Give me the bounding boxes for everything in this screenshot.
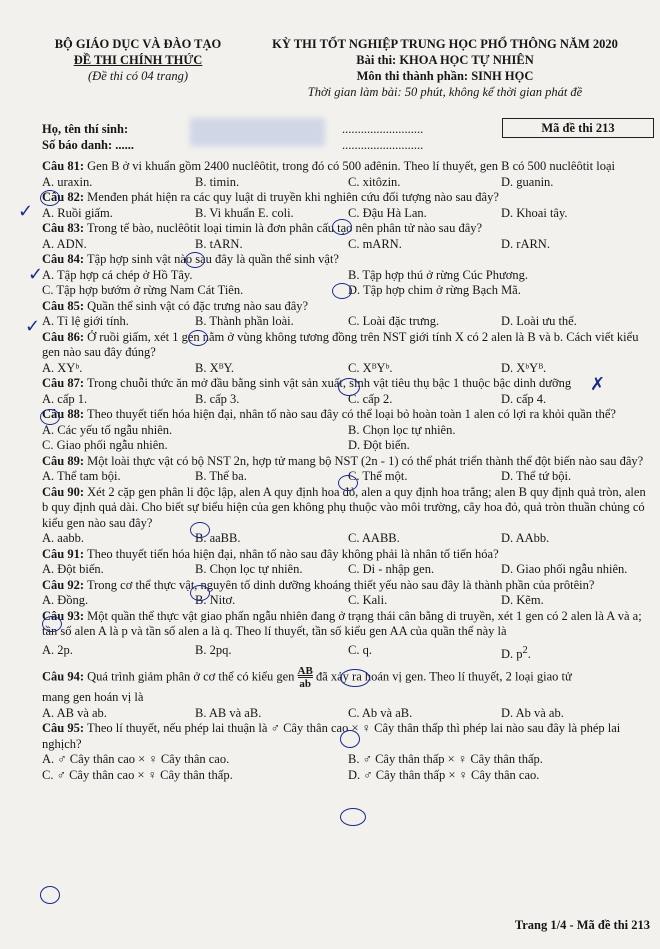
name-dots: ..........................	[342, 122, 424, 136]
option-b[interactable]: B. 2pq.	[195, 642, 232, 657]
option-c[interactable]: C. Kali.	[348, 593, 388, 607]
question-90: Câu 90: Xét 2 cặp gen phân li độc lập, alen A quy định hoa đỏ, alen a quy định hoa trắng; alen B quy định quả tròn, alen b quy định quả dài. Cho biết sự biểu hiện của gen không phụ thuộc vào môi trường, cây hoa đỏ, quả tròn thuần chủng có kiểu gen nào sau đây? A. aabb. B. aaBB. C. AABB. D. AAbb.	[42, 485, 654, 547]
id-dots: ..........................	[342, 138, 424, 152]
redacted-name	[190, 118, 325, 146]
id-label: Số báo danh: ......	[42, 138, 135, 152]
option-b[interactable]: B. Thành phần loài.	[195, 314, 294, 328]
option-b[interactable]: B. cấp 3.	[195, 391, 240, 406]
option-a[interactable]: A. ♂ Cây thân cao × ♀ Cây thân cao.	[42, 752, 230, 767]
question-85: Câu 85: Quần thể sinh vật có đặc trưng nào sau đây? A. Tỉ lệ giới tính. B. Thành phần loài. C. Loài đặc trưng. D. Loài ưu thế.	[42, 299, 654, 330]
exam-code-box: Mã đề thi 213	[502, 118, 654, 138]
question-87: Câu 87: Trong chuỗi thức ăn mở đầu bằng sinh vật sản xuất, sinh vật tiêu thụ bậc 1 thuộc bậc dinh dưỡng A. cấp 1. B. cấp 3. C. cấp 2. D. cấp 4.	[42, 376, 654, 407]
option-d[interactable]: D. Tập hợp chim ở rừng Bạch Mã.	[348, 283, 521, 297]
option-c[interactable]: C. Di - nhập gen.	[348, 562, 435, 576]
answer-circle	[340, 808, 366, 826]
question-89: Câu 89: Một loài thực vật có bộ NST 2n, hợp tử mang bộ NST (2n - 1) có thể phát triển thành thể đột biến nào sau đây? A. Thể tam bội. B. Thể ba. C. Thể một. D. Thể tứ bội.	[42, 454, 654, 485]
cross-icon: ✗	[590, 374, 606, 395]
option-a[interactable]: A. aabb.	[42, 531, 84, 545]
question-93: Câu 93: Một quần thể thực vật giao phấn ngẫu nhiên đang ở trạng thái cân bằng di truyền, xét 1 gen có 2 alen là A và a; tần số alen A là p và tần số alen a là q. Theo lí thuyết, tần số kiểu gen AA của quần thể này là A. 2p. B. 2pq. C. q. D. $p^2$.	[42, 609, 654, 663]
option-b[interactable]: B. XᴮY.	[195, 360, 234, 375]
option-d[interactable]: D. Thể tứ bội.	[501, 469, 572, 483]
checkmark-icon: ✓	[18, 201, 34, 222]
question-95: Câu 95: Theo lí thuyết, nếu phép lai thuận là ♂ Cây thân cao × ♀ Cây thân thấp thì phép lai nào sau đây là phép lai nghịch? A. ♂ Cây thân cao × ♀ Cây thân cao. B. ♂ Cây thân thấp × ♀ Cây thân thấp. C. ♂ Cây thân cao × ♀ Cây thân thấp. D. ♂ Cây thân thấp × ♀ Cây thân cao.	[42, 721, 654, 783]
question-88: Câu 88: Theo thuyết tiến hóa hiện đại, nhân tố nào sau đây có thể loại bỏ hoàn toàn 1 alen có lợi ra khỏi quần thể? A. Các yếu tố ngẫu nhiên. B. Chọn lọc tự nhiên. C. Giao phối ngẫu nhiên. D. Đột biến.	[42, 407, 654, 454]
checkmark-icon: ✓	[25, 316, 41, 337]
option-a[interactable]: A. Ruồi giấm.	[42, 205, 113, 220]
exam-status: ĐỀ THI CHÍNH THỨC	[73, 53, 203, 67]
questions	[42, 159, 654, 783]
option-c[interactable]: C. Ab và aB.	[348, 705, 413, 720]
question-94: Câu 94: Quá trình giảm phân ở cơ thể có kiểu gen $\frac{AB}{ab}$ đã xảy ra hoán vị gen. Theo lí thuyết, 2 loại giao tử mang gen hoán vị là A. AB và ab. B. AB và aB. C. Ab và aB. D. Ab và ab.	[42, 665, 654, 721]
option-c[interactable]: C. Tập hợp bướm ở rừng Nam Cát Tiên.	[42, 283, 244, 297]
option-a[interactable]: A. uraxin.	[42, 174, 93, 189]
option-a[interactable]: A. ADN.	[42, 236, 87, 251]
option-a[interactable]: A. Tập hợp cá chép ở Hồ Tây.	[42, 267, 193, 282]
option-c[interactable]: C. q.	[348, 642, 372, 657]
option-d[interactable]: D. AAbb.	[501, 531, 550, 545]
option-a[interactable]: A. cấp 1.	[42, 391, 88, 406]
option-a[interactable]: A. Các yếu tố ngẫu nhiên.	[42, 422, 173, 437]
candidate-info	[42, 118, 652, 156]
option-d[interactable]: D. $p^2$.	[501, 644, 531, 661]
option-c[interactable]: C. Thể một.	[348, 469, 408, 483]
option-c[interactable]: C. AABB.	[348, 531, 400, 545]
option-c[interactable]: C. Đậu Hà Lan.	[348, 205, 427, 220]
option-b[interactable]: B. tARN.	[195, 236, 243, 251]
page-footer: Trang 1/4 - Mã đề thi 213	[514, 918, 650, 932]
option-d[interactable]: D. Loài ưu thế.	[501, 314, 577, 328]
option-b[interactable]: B. Nitơ.	[195, 593, 236, 607]
option-c[interactable]: C. Loài đặc trưng.	[348, 314, 440, 328]
option-d[interactable]: D. Ab và ab.	[501, 705, 564, 720]
question-91: Câu 91: Theo thuyết tiến hóa hiện đại, nhân tố nào sau đây không phải là nhân tố tiến hóa? A. Đột biến. B. Chọn lọc tự nhiên. C. Di - nhập gen. D. Giao phối ngẫu nhiên.	[42, 547, 654, 578]
question-82: Câu 82: Menđen phát hiện ra các quy luật di truyền khi nghiên cứu đối tượng nào sau đây? A. Ruồi giấm. B. Vi khuẩn E. coli. C. Đậu Hà Lan. D. Khoai tây.	[42, 190, 654, 221]
exam-header	[0, 36, 660, 116]
ministry-name: BỘ GIÁO DỤC VÀ ĐÀO TẠO	[54, 37, 222, 51]
option-a[interactable]: A. 2p.	[42, 642, 73, 657]
option-c[interactable]: C. ♂ Cây thân cao × ♀ Cây thân thấp.	[42, 767, 233, 782]
option-d[interactable]: D. rARN.	[501, 236, 550, 251]
genotype-fraction: $\frac{AB}{ab}$	[297, 665, 313, 691]
option-a[interactable]: A. XYᵇ.	[42, 360, 83, 375]
page-count: (Đề thi có 04 trang)	[88, 69, 188, 83]
option-b[interactable]: B. Chọn lọc tự nhiên.	[348, 422, 456, 437]
option-c[interactable]: C. xitôzin.	[348, 174, 401, 189]
option-b[interactable]: B. AB và aB.	[195, 705, 262, 720]
question-81: Câu 81: Gen B ở vi khuẩn gồm 2400 nuclêôtit, trong đó có 500 ađênin. Theo lí thuyết, gen B có 500 nuclêôtit loại A. uraxin. B. timin. C. xitôzin. D. guanin.	[42, 159, 654, 190]
option-d[interactable]: D. Giao phối ngẫu nhiên.	[501, 562, 628, 576]
question-83: Câu 83: Trong tế bào, nuclêôtit loại timin là đơn phân cấu tạo nên phân tử nào sau đây? A. ADN. B. tARN. C. mARN. D. rARN.	[42, 221, 654, 252]
option-a[interactable]: A. Đồng.	[42, 593, 89, 607]
exam-subject: Bài thi: KHOA HỌC TỰ NHIÊN	[356, 53, 534, 67]
option-c[interactable]: C. XᴮYᵇ.	[348, 360, 393, 375]
option-a[interactable]: A. Tỉ lệ giới tính.	[42, 314, 129, 328]
exam-title: KỲ THI TỐT NGHIỆP TRUNG HỌC PHỔ THÔNG NĂM 2020	[272, 37, 618, 51]
exam-time: Thời gian làm bài: 50 phút, không kể thời gian phát đề	[307, 85, 583, 99]
option-c[interactable]: C. cấp 2.	[348, 391, 393, 406]
option-b[interactable]: B. aaBB.	[195, 531, 241, 545]
option-c[interactable]: C. mARN.	[348, 236, 402, 251]
option-d[interactable]: D. Khoai tây.	[501, 205, 568, 220]
option-b[interactable]: B. ♂ Cây thân thấp × ♀ Cây thân thấp.	[348, 752, 543, 767]
option-d[interactable]: D. Kẽm.	[501, 593, 544, 607]
question-92: Câu 92: Trong cơ thể thực vật, nguyên tố dinh dưỡng khoáng thiết yếu nào sau đây là thành phần của prôtêin? A. Đồng. B. Nitơ. C. Kali. D. Kẽm.	[42, 578, 654, 609]
option-c[interactable]: C. Giao phối ngẫu nhiên.	[42, 438, 168, 452]
option-b[interactable]: B. Thể ba.	[195, 469, 247, 483]
option-d[interactable]: D. Đột biến.	[348, 438, 410, 452]
checkmark-icon: ✓	[28, 264, 44, 285]
option-d[interactable]: D. cấp 4.	[501, 391, 547, 406]
question-86: Câu 86: Ở ruồi giấm, xét 1 gen nằm ở vùng không tương đồng trên NST giới tính X có 2 alen là B và b. Cách viết kiểu gen nào sau đây đúng? A. XYᵇ. B. XᴮY. C. XᴮYᵇ. D. XᵇYᴮ.	[42, 330, 654, 377]
option-b[interactable]: B. Vi khuẩn E. coli.	[195, 205, 294, 220]
exam-component: Môn thi thành phần: SINH HỌC	[356, 69, 534, 83]
option-b[interactable]: B. timin.	[195, 174, 240, 189]
option-d[interactable]: D. guanin.	[501, 174, 554, 189]
option-d[interactable]: D. ♂ Cây thân thấp × ♀ Cây thân cao.	[348, 767, 540, 782]
question-84: Câu 84: Tập hợp sinh vật nào sau đây là quần thể sinh vật? A. Tập hợp cá chép ở Hồ Tây. B. Tập hợp thú ở rừng Cúc Phương. C. Tập hợp bướm ở rừng Nam Cát Tiên. D. Tập hợp chim ở rừng Bạch Mã.	[42, 252, 654, 299]
option-d[interactable]: D. XᵇYᴮ.	[501, 360, 547, 375]
option-a[interactable]: A. AB và ab.	[42, 705, 107, 720]
option-a[interactable]: A. Thể tam bội.	[42, 469, 121, 483]
option-b[interactable]: B. Tập hợp thú ở rừng Cúc Phương.	[348, 267, 529, 282]
option-b[interactable]: B. Chọn lọc tự nhiên.	[195, 562, 303, 576]
answer-circle	[40, 886, 60, 904]
name-label: Họ, tên thí sinh:	[42, 122, 129, 136]
option-a[interactable]: A. Đột biến.	[42, 562, 104, 576]
